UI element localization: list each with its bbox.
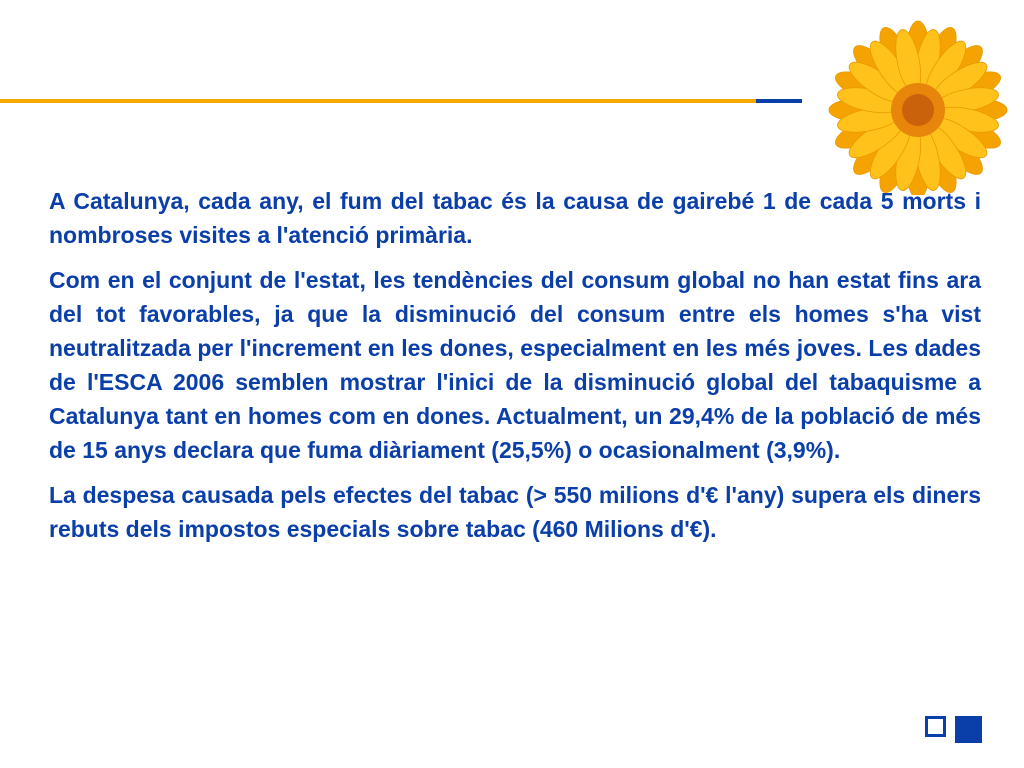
sunflower-center-inner	[902, 94, 934, 126]
header-rule-orange	[0, 99, 756, 103]
header-rule-blue	[756, 99, 802, 103]
filled-square-icon	[955, 716, 982, 743]
paragraph-trends: Com en el conjunt de l'estat, les tendències del consum global no han estat fins ara del tot favorables, ja que la disminució del consum entre els homes s'ha vist neutralitzada per l'increment en les dones, especialment en les més joves. Les dades de l'ESCA 2006 semblen mostrar l'inici de la disminució global del tabaquisme a Catalunya tant en homes com en dones. Actualment, un 29,4% de la població de més de 15 anys declara que fuma diàriament (25,5%) o ocasionalment (3,9%).	[49, 267, 981, 463]
paragraph-mortality: A Catalunya, cada any, el fum del tabac és la causa de gairebé 1 de cada 5 morts i nombroses visites a l'atenció primària.	[49, 188, 981, 248]
paragraph-costs: La despesa causada pels efectes del tabac (> 550 milions d'€ l'any) supera els diners rebuts dels impostos especials sobre tabac (460 Milions d'€).	[49, 482, 981, 542]
outline-square-icon	[925, 716, 946, 737]
slide-body	[49, 184, 981, 557]
sunflower-icon	[818, 20, 1014, 195]
